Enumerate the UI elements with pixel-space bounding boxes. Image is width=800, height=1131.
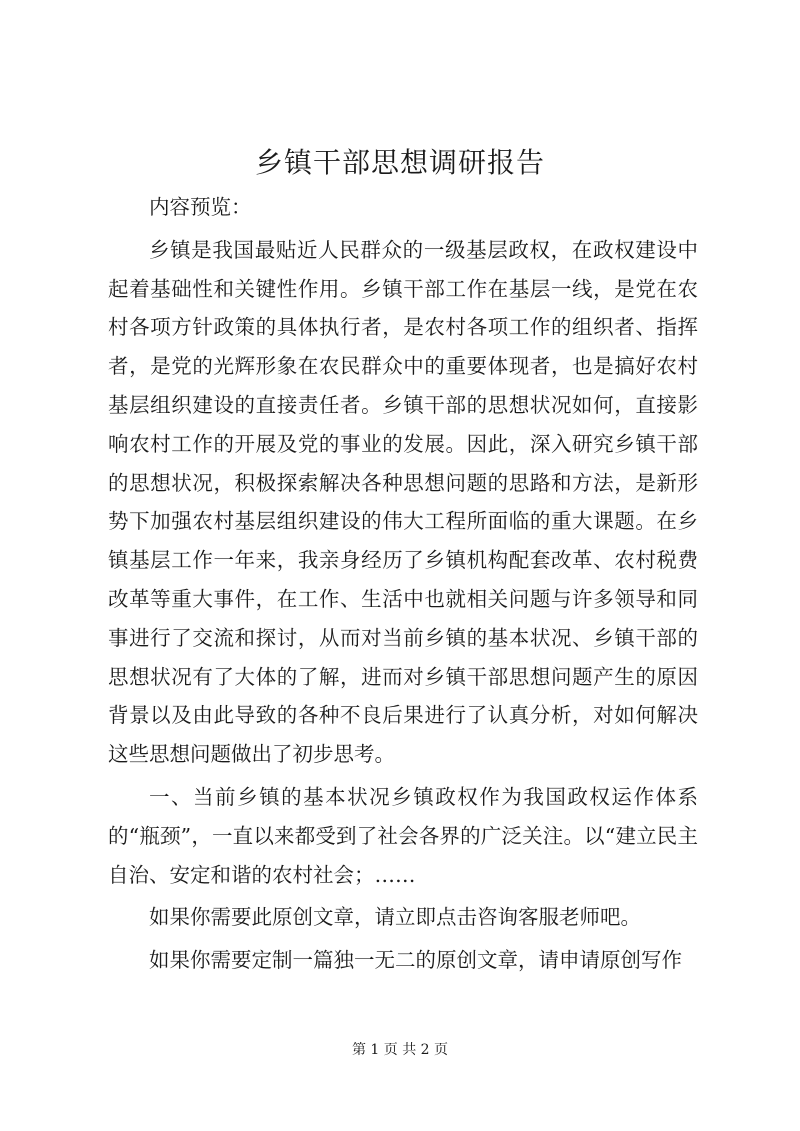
preview-label: 内容预览： [149, 195, 252, 219]
intro-paragraph: 乡镇是我国最贴近人民群众的一级基层政权，在政权建设中起着基础性和关键性作用。乡镇干部工作在基层一线，是党在农村各项方针政策的具体执行者，是农村各项工作的组织者、指挥者，是党的光辉形象在农民群众中的重要体现者，也是搞好农村基层组织建设的直接责任者。乡镇干部的思想状况如何，直接影响农村工作的开展及党的事业的发展。因此，深入研究乡镇干部的思想状况，积极探索解决各种思想问题的思路和方法，是新形势下加强农村基层组织建设的伟大工程所面临的重大课题。在乡镇基层工作一年来，我亲身经历了乡镇机构配套改革、农村税费改革等重大事件，在工作、生活中也就相关问题与许多领导和同事进行了交流和探讨，从而对当前乡镇的基本状况、乡镇干部的思想状况有了大体的了解，进而对乡镇干部思想问题产生的原因背景以及由此导致的各种不良后果进行了认真分析，对如何解决这些思想问题做出了初步思考。 [108, 237, 698, 767]
page-number-footer: 第 1 页 共 2 页 [351, 1042, 449, 1058]
section-one-paragraph: 一、当前乡镇的基本状况乡镇政权作为我国政权运作体系的“瓶颈”，一直以来都受到了社会各界的广泛关注。以“建立民主自治、安定和谐的农村社会；…… [108, 784, 698, 887]
custom-writing-paragraph: 如果你需要定制一篇独一无二的原创文章，请申请原创写作 [149, 948, 682, 973]
document-title: 乡镇干部思想调研报告 [254, 146, 545, 179]
contact-service-paragraph: 如果你需要此原创文章，请立即点击咨询客服老师吧。 [149, 905, 641, 930]
document-body [108, 188, 698, 980]
